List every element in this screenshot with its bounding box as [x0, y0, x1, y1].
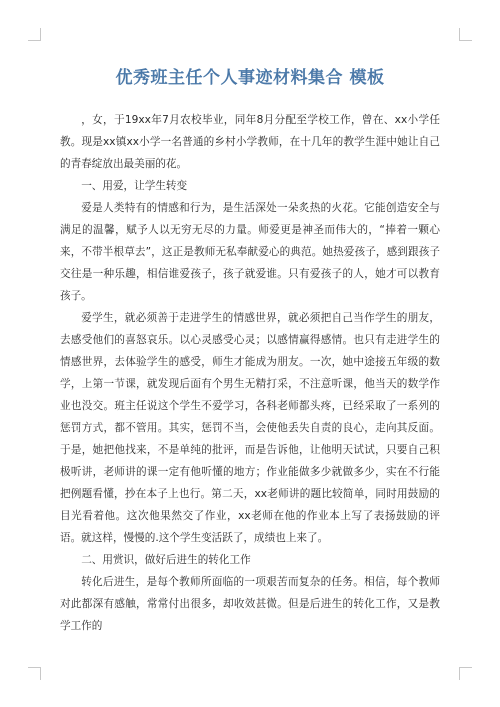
paragraph-intro: ，女，于19xx年7月农校毕业，同年8月分配至学校工作，曾在、xx小学任教。现是xx镇xx小学一名普通的乡村小学教师，在十几年的教学生涯中她让自己的青春绽放出最美丽的花。 — [60, 114, 440, 170]
crop-mark-top-left — [28, 28, 41, 41]
crop-mark-bottom-right — [459, 667, 472, 680]
section-heading-2: 二、用赏识，做好后进生的转化工作 — [81, 554, 251, 566]
section-heading-1: 一、用爱，让学生转变 — [81, 180, 188, 192]
document-title: 优秀班主任个人事迹材料集合 模板 — [115, 68, 385, 88]
paragraph-student-story: 爱学生，就必须善于走进学生的情感世界，就必须把自己当作学生的朋友，去感受他们的喜怒哀乐。以心灵感受心灵；以感情赢得感情。也只有走进学生的情感世界，去体验学生的感受，师生才能成为朋友。一次，她中途接五年级的数学，上第一节课，就发现后面有个男生无精打采，不注意听课，他当天的数学作业也没交。班主任说这个学生不爱学习，各科老师都头疼，已经采取了一系列的惩罚方式，都不管用。其实，惩罚不当，会使他丢失自责的良心，走向其反面。于是，她把他找来，不是单纯的批评，而是告诉他，让他明天试试，只要自己积极听讲，老师讲的课一定有他听懂的地方；作业能做多少就做多少，实在不行能把例题看懂，抄在本子上也行。第二天，xx老师讲的题比较简单，同时用鼓励的目光看着他。这次他果然交了作业，xx老师在他的作业本上写了表扬鼓励的评语。就这样，慢慢的.这个学生变活跃了，成绩也上来了。 — [60, 312, 440, 544]
document-body — [60, 109, 440, 637]
paragraph-love: 爱是人类特有的情感和行为，是生活深处一朵炙热的火花。它能创造安全与满足的温馨，赋予人以无穷无尽的力量。师爱更是神圣而伟大的，“捧着一颗心来，不带半根草去”，这正是教师无私奉献爱心的典范。她热爱孩子，感到跟孩子交往是一种乐趣，相信谁爱孩子，孩子就爱谁。只有爱孩子的人，她才可以教育孩子。 — [60, 202, 440, 302]
crop-mark-top-right — [459, 28, 472, 41]
paragraph-transform: 转化后进生，是每个教师所面临的一项艰苦而复杂的任务。相信，每个教师对此都深有感触，常常付出很多，却收效甚微。但是后进生的转化工作，又是教学工作的 — [60, 576, 440, 632]
crop-mark-bottom-left — [28, 667, 41, 680]
